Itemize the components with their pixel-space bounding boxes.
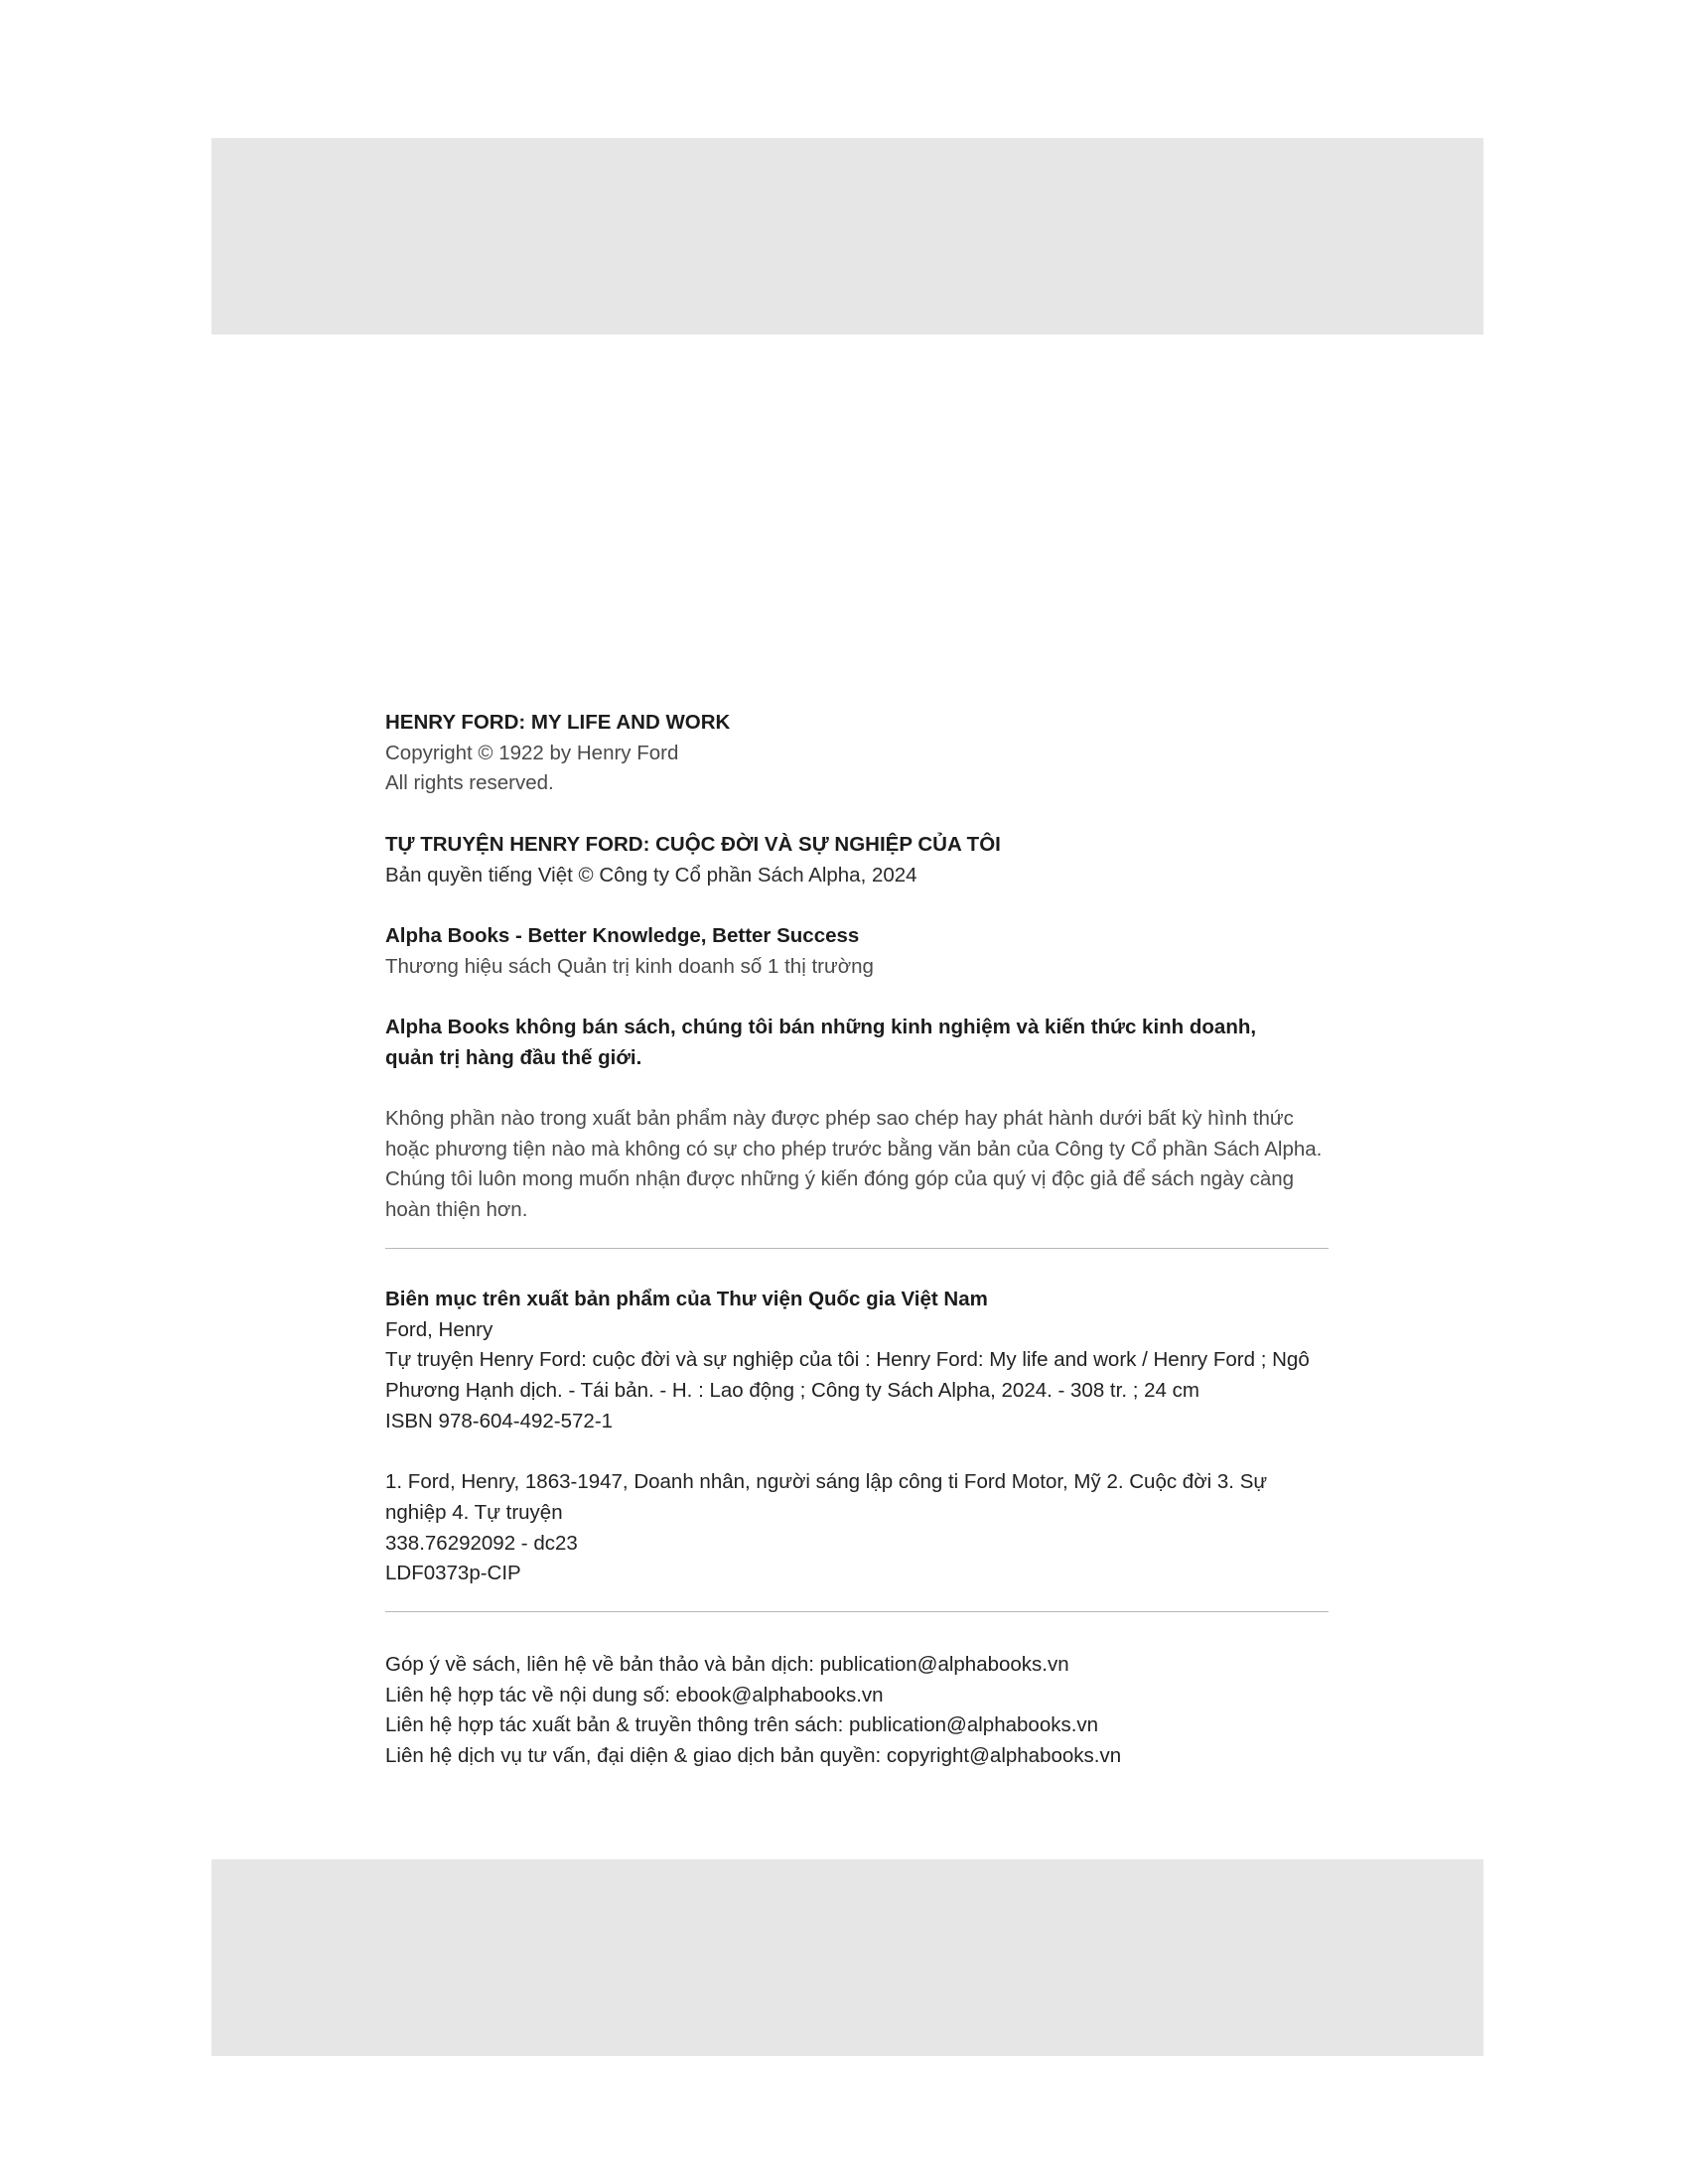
cip-entry-line-1: Tự truyện Henry Ford: cuộc đời và sự nghiệp của tôi : Henry Ford: My life and work / Henry Ford ; Ngô [385, 1348, 1310, 1372]
contact-item: Liên hệ dịch vụ tư vấn, đại diện & giao dịch bản quyền: copyright@alphabooks.vn [385, 1744, 1122, 1768]
original-copyright: Copyright © 1922 by Henry Ford [385, 741, 679, 764]
contact-item: Liên hệ hợp tác về nội dung số: ebook@alphabooks.vn [385, 1683, 884, 1706]
rights-reserved: All rights reserved. [385, 771, 554, 795]
top-gray-band [211, 138, 1483, 335]
contact-item: Góp ý về sách, liên hệ về bản thảo và bản dịch: publication@alphabooks.vn [385, 1652, 1069, 1676]
mission-line-2: quản trị hàng đầu thế giới. [385, 1045, 642, 1069]
cip-classification: 338.76292092 - dc23 [385, 1531, 578, 1555]
cip-isbn: ISBN 978-604-492-572-1 [385, 1409, 614, 1433]
notice-line-2: hoặc phương tiện nào mà không có sự cho phép trước bằng văn bản của Công ty Cổ phần Sách Alpha. [385, 1137, 1323, 1160]
cip-heading: Biên mục trên xuất bản phẩm của Thư viện Quốc gia Việt Nam [385, 1287, 988, 1310]
cip-subjects-line-2: nghiệp 4. Tự truyện [385, 1500, 563, 1524]
notice-line-3: Chúng tôi luôn mong muốn nhận được những ý kiến đóng góp của quý vị độc giả để sách ngày càng [385, 1167, 1295, 1191]
cip-subjects-line-1: 1. Ford, Henry, 1863-1947, Doanh nhân, người sáng lập công ti Ford Motor, Mỹ 2. Cuộc đời 3. Sự [385, 1470, 1268, 1494]
notice-line-4: hoàn thiện hơn. [385, 1198, 528, 1222]
cip-catalog-block [385, 1285, 1329, 1589]
notice-line-1: Không phần nào trong xuất bản phẩm này được phép sao chép hay phát hành dưới bất kỳ hình thức [385, 1107, 1294, 1131]
bottom-gray-band [211, 1859, 1483, 2056]
copyright-page-content [385, 708, 1329, 1772]
vietnamese-title: TỰ TRUYỆN HENRY FORD: CUỘC ĐỜI VÀ SỰ NGHIỆP CỦA TÔI [385, 832, 1001, 856]
brand-name: Alpha Books - Better Knowledge, Better Success [385, 923, 860, 947]
cip-author: Ford, Henry [385, 1317, 493, 1341]
brand-tagline: Thương hiệu sách Quản trị kinh doanh số 1 thị trường [385, 954, 874, 978]
cip-code: LDF0373p-CIP [385, 1562, 521, 1585]
original-title: HENRY FORD: MY LIFE AND WORK [385, 711, 731, 734]
contact-item: Liên hệ hợp tác xuất bản & truyền thông trên sách: publication@alphabooks.vn [385, 1713, 1099, 1737]
cip-entry-line-2: Phương Hạnh dịch. - Tái bản. - H. : Lao động ; Công ty Sách Alpha, 2024. - 308 tr. ; 24 cm [385, 1379, 1199, 1402]
vietnamese-copyright: Bản quyền tiếng Việt © Công ty Cổ phần Sách Alpha, 2024 [385, 863, 917, 887]
mission-line-1: Alpha Books không bán sách, chúng tôi bán những kinh nghiệm và kiến thức kinh doanh, [385, 1015, 1257, 1038]
contact-list [385, 1650, 1329, 1772]
reproduction-notice [385, 1104, 1329, 1226]
